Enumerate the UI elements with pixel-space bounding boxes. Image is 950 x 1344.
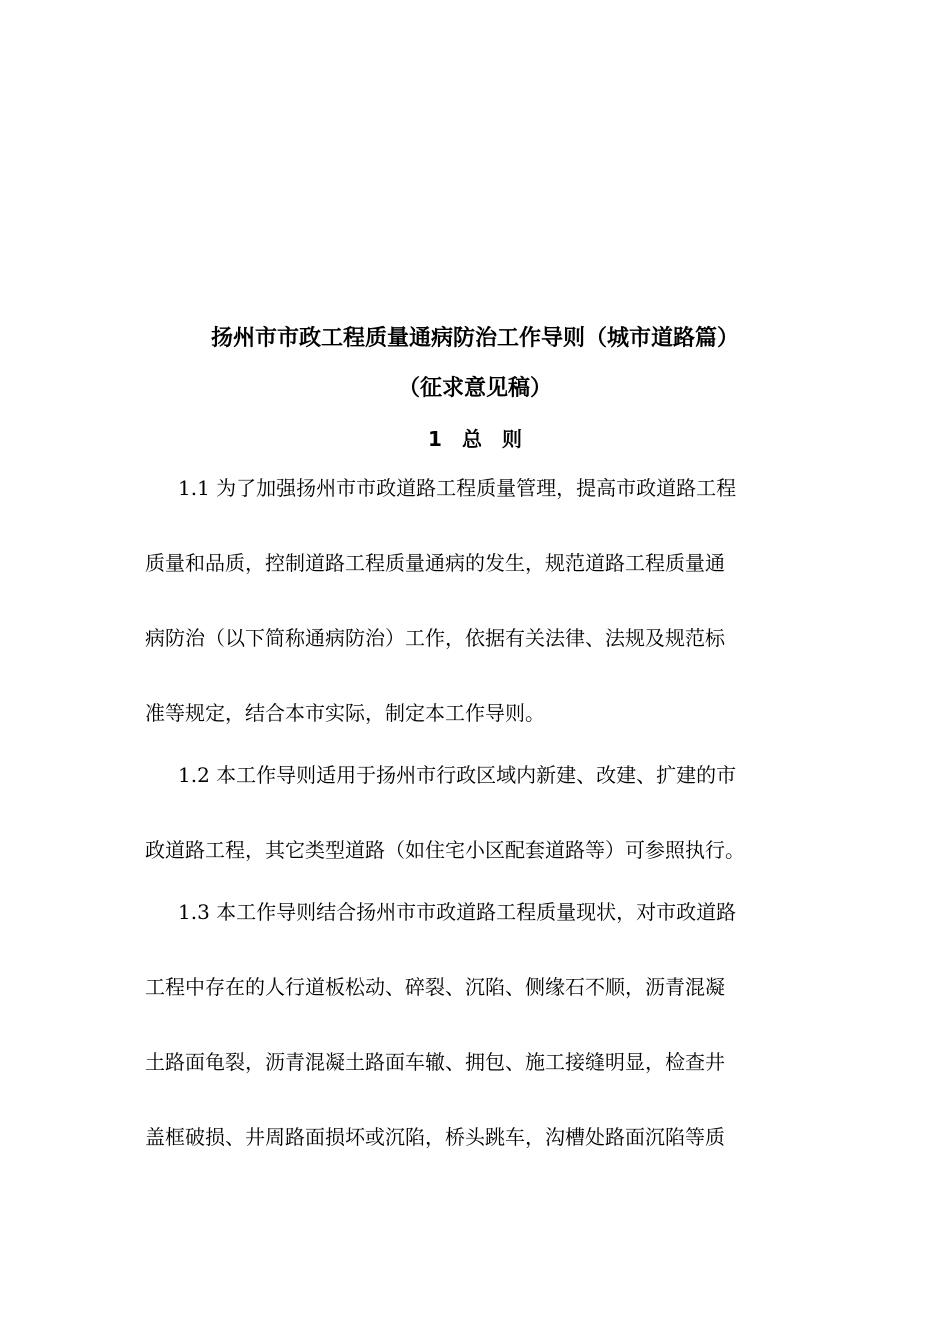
paragraph-1-1-line-4: 准等规定，结合本市实际，制定本工作导则。	[145, 701, 545, 725]
paragraph-1-3-line-3: 土路面龟裂，沥青混凝土路面车辙、拥包、施工接缝明显，检查井	[145, 1050, 725, 1074]
paragraph-1-1-line-1: 1.1 为了加强扬州市市政道路工程质量管理，提高市政道路工程	[178, 476, 737, 500]
paragraph-1-2-line-1: 1.2 本工作导则适用于扬州市行政区域内新建、改建、扩建的市	[178, 763, 737, 787]
paragraph-1-2-line-2: 政道路工程，其它类型道路（如住宅小区配套道路等）可参照执行。	[145, 838, 745, 862]
section-heading: 1 总 则	[428, 427, 522, 451]
paragraph-1-3-line-4: 盖框破损、井周路面损坏或沉陷，桥头跳车，沟槽处路面沉陷等质	[145, 1125, 725, 1149]
paragraph-1-3-line-2: 工程中存在的人行道板松动、碎裂、沉陷、侧缘石不顺，沥青混凝	[145, 975, 725, 999]
paragraph-1-1-line-3: 病防治（以下简称通病防治）工作，依据有关法律、法规及规范标	[145, 626, 725, 650]
document-subtitle: （征求意见稿）	[397, 376, 552, 401]
paragraph-1-3-line-1: 1.3 本工作导则结合扬州市市政道路工程质量现状，对市政道路	[178, 900, 737, 924]
paragraph-1-1-line-2: 质量和品质，控制道路工程质量通病的发生，规范道路工程质量通	[145, 551, 725, 575]
document-title: 扬州市市政工程质量通病防治工作导则（城市道路篇）	[210, 326, 739, 351]
